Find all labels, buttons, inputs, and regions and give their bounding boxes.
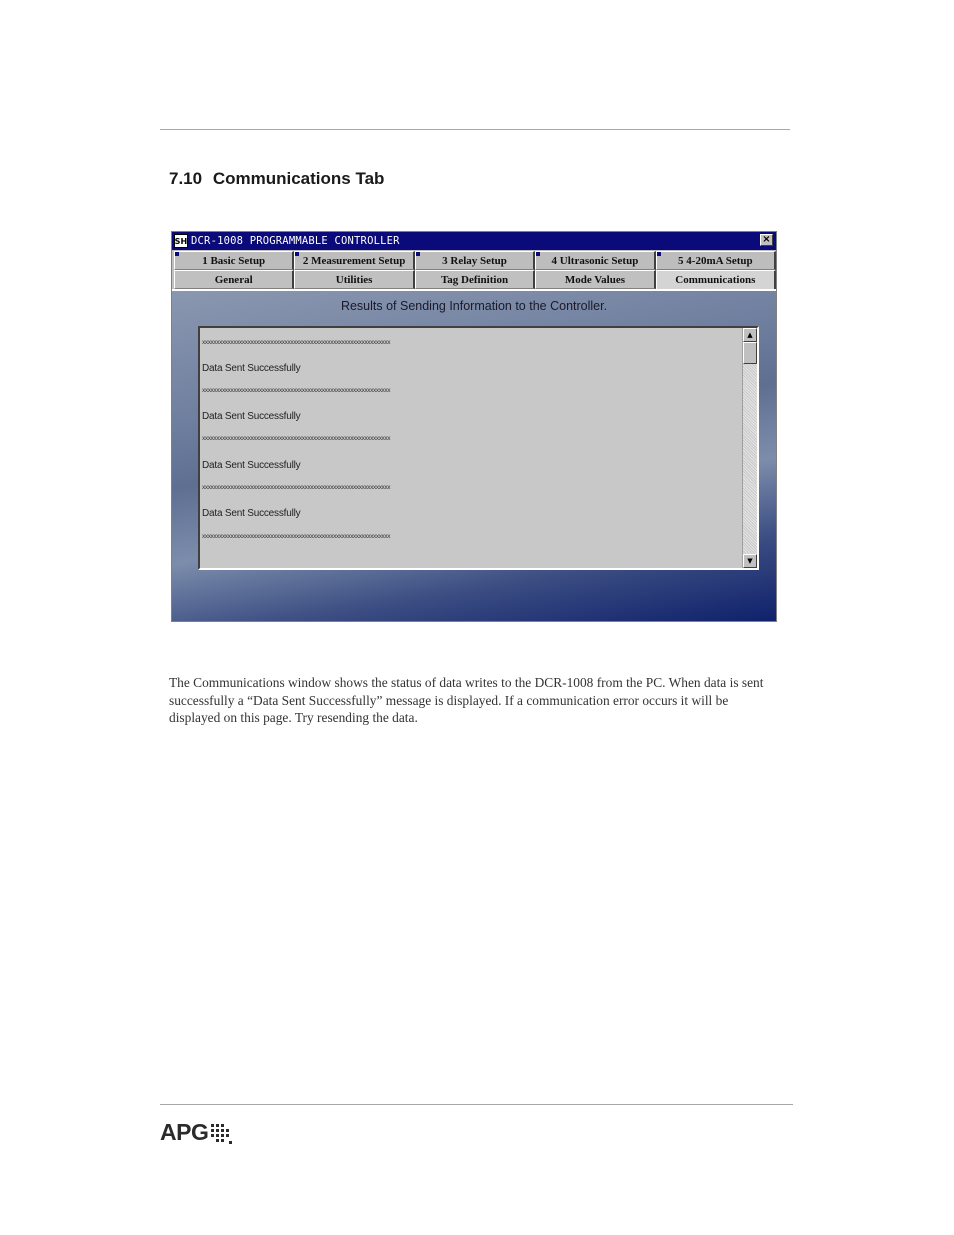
app-icon: SH [174, 234, 188, 248]
tab-basic-setup[interactable]: 1 Basic Setup [174, 251, 294, 270]
app-window [171, 231, 777, 622]
panel-title: Results of Sending Information to the Controller. [340, 299, 608, 313]
tab-communications[interactable]: Communications [656, 270, 776, 289]
tab-measurement-setup[interactable]: 2 Measurement Setup [294, 251, 414, 270]
separator-line: xxxxxxxxxxxxxxxxxxxxxxxxxxxxxxxxxxxxxxxxxxxxxxxxxxxxxxxxxxxxxxxxxx [202, 387, 391, 394]
tab-general[interactable]: General [174, 270, 294, 289]
result-message: Data Sent Successfully [202, 411, 301, 422]
bottom-rule [160, 1104, 793, 1105]
section-title: Communications Tab [212, 169, 385, 188]
logo-text: APG [160, 1119, 209, 1145]
result-message: Data Sent Successfully [202, 363, 301, 374]
section-number: 7.10 [169, 169, 203, 188]
tab-relay-setup[interactable]: 3 Relay Setup [415, 251, 535, 270]
tab-utilities[interactable]: Utilities [294, 270, 414, 289]
title-bar[interactable] [172, 232, 776, 250]
results-textbox[interactable] [198, 326, 759, 570]
separator-line: xxxxxxxxxxxxxxxxxxxxxxxxxxxxxxxxxxxxxxxxxxxxxxxxxxxxxxxxxxxxxxxxxx [202, 435, 391, 442]
separator-line: xxxxxxxxxxxxxxxxxxxxxxxxxxxxxxxxxxxxxxxxxxxxxxxxxxxxxxxxxxxxxxxxxx [202, 484, 391, 491]
scroll-up-icon[interactable]: ▲ [743, 328, 757, 342]
close-button[interactable]: × [760, 234, 773, 246]
tab-4-20ma-setup[interactable]: 5 4-20mA Setup [656, 251, 776, 270]
result-message: Data Sent Successfully [202, 508, 301, 519]
section-heading [169, 169, 384, 189]
apg-logo [160, 1119, 233, 1146]
communications-panel [172, 289, 776, 622]
tab-ultrasonic-setup[interactable]: 4 Ultrasonic Setup [535, 251, 655, 270]
window-title: DCR-1008 PROGRAMMABLE CONTROLLER [191, 235, 400, 247]
scroll-thumb[interactable] [743, 342, 757, 364]
separator-line: xxxxxxxxxxxxxxxxxxxxxxxxxxxxxxxxxxxxxxxxxxxxxxxxxxxxxxxxxxxxxxxxxx [202, 533, 391, 540]
separator-line: xxxxxxxxxxxxxxxxxxxxxxxxxxxxxxxxxxxxxxxxxxxxxxxxxxxxxxxxxxxxxxxxxx [202, 339, 391, 346]
tab-row-general [172, 270, 776, 289]
scroll-down-icon[interactable]: ▼ [743, 554, 757, 568]
result-message: Data Sent Successfully [202, 460, 301, 471]
tab-tag-definition[interactable]: Tag Definition [415, 270, 535, 289]
vertical-scrollbar[interactable] [742, 328, 757, 568]
logo-grid-icon [209, 1121, 233, 1145]
tab-mode-values[interactable]: Mode Values [535, 270, 655, 289]
top-rule [160, 129, 790, 130]
description-paragraph: The Communications window shows the status of data writes to the DCR-1008 from the PC. When data is sent successfully a “Data Sent Successfully” message is displayed. If a communication error occurs it will be displayed on this page. Try resending the data. [169, 675, 764, 725]
tab-row-setup [172, 251, 776, 270]
